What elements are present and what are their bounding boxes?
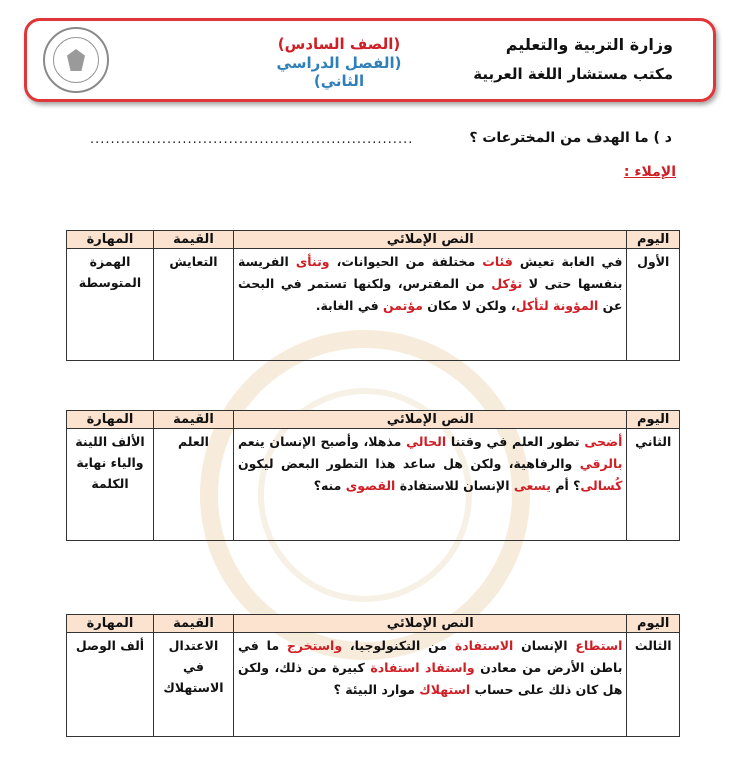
col-header-skill: المهارة	[67, 231, 154, 249]
text-segment: ما في باطن الأرض من معادن	[238, 638, 623, 675]
dictation-text	[234, 249, 627, 361]
highlighted-word: مؤتمن	[383, 298, 423, 313]
text-segment: ، ولكن لا مكان	[422, 298, 516, 313]
col-header-skill: المهارة	[67, 615, 154, 633]
dictation-text	[234, 633, 627, 737]
col-header-text: النص الإملائي	[234, 411, 627, 429]
grade-label: (الصف السادس)	[277, 35, 401, 53]
dictation-text	[234, 429, 627, 541]
text-segment: مختلفة من الحيوانات،	[329, 254, 483, 269]
col-header-day: اليوم	[627, 411, 680, 429]
day-cell: الثالث	[627, 633, 680, 737]
dictation-table-3	[66, 614, 680, 737]
text-segment: الإنسان	[513, 638, 576, 653]
col-header-text: النص الإملائي	[234, 615, 627, 633]
text-segment: موارد البيئة ؟	[333, 682, 420, 697]
term-label: (الفصل الدراسي الثاني)	[276, 54, 402, 90]
col-header-text: النص الإملائي	[234, 231, 627, 249]
highlighted-word: واستفاد استفادة	[370, 660, 475, 675]
text-segment: الإنسان للاستفادة	[395, 478, 514, 493]
highlighted-word: القصوى	[345, 478, 396, 493]
dictation-table-1	[66, 230, 680, 361]
value-cell: الاعتدال في الاستهلاك	[153, 633, 233, 737]
highlighted-word: الحالي	[406, 434, 447, 449]
col-header-day: اليوم	[627, 615, 680, 633]
dictation-table-2	[66, 410, 680, 541]
value-cell: التعايش	[153, 249, 233, 361]
col-header-day: اليوم	[627, 231, 680, 249]
header-box	[24, 18, 716, 102]
highlighted-word: أضحى	[584, 434, 623, 449]
text-segment: ؟ أم	[550, 478, 581, 493]
text-segment: منه؟	[313, 478, 346, 493]
ministry-name: وزارة التربية والتعليم	[505, 35, 673, 54]
highlighted-word: استطاع	[575, 638, 623, 653]
answer-line: ...............................................................	[90, 132, 414, 147]
highlighted-word: واستخرج	[286, 638, 343, 653]
skill-cell: الهمزة المتوسطة	[67, 249, 154, 361]
ministry-logo	[43, 27, 109, 93]
highlighted-word: يسعى	[513, 478, 551, 493]
text-segment: مذهلا، وأصبح الإنسان ينعم	[238, 434, 407, 449]
highlighted-word: فئات	[482, 254, 513, 269]
value-cell: العلم	[153, 429, 233, 541]
skill-cell: الألف اللينة والياء نهاية الكلمة	[67, 429, 154, 541]
col-header-value: القيمة	[153, 231, 233, 249]
text-segment: في الغابة.	[315, 298, 384, 313]
highlighted-word: المؤونة لتأكل	[515, 298, 599, 313]
highlighted-word: بالرقي	[579, 456, 623, 471]
text-segment: من المفترس، ولكنها تستمر في البحث عن	[238, 276, 623, 313]
highlighted-word: الاستفادة	[454, 638, 514, 653]
eagle-emblem-icon	[67, 49, 85, 71]
highlighted-word: استهلاك	[419, 682, 471, 697]
text-segment: من التكنولوجيا،	[342, 638, 455, 653]
office-name: مكتب مستشار اللغة العربية	[473, 65, 673, 83]
question-text: د ) ما الهدف من المخترعات ؟	[469, 130, 672, 146]
section-title: الإملاء :	[623, 164, 676, 180]
col-header-value: القيمة	[153, 615, 233, 633]
text-segment: تطور العلم في وقتنا	[446, 434, 585, 449]
highlighted-word: وتنأى	[295, 254, 330, 269]
col-header-skill: المهارة	[67, 411, 154, 429]
col-header-value: القيمة	[153, 411, 233, 429]
text-segment: الفريسة بنفسها حتى لا	[238, 254, 623, 291]
text-segment: في الغابة تعيش	[512, 254, 623, 269]
text-segment: كبيرة من ذلك، ولكن هل كان ذلك على حساب	[238, 660, 623, 697]
skill-cell: ألف الوصل	[67, 633, 154, 737]
text-segment: والرفاهية، ولكن هل ساعد هذا التطور البعض ليكون	[238, 456, 580, 471]
highlighted-word: تؤكل	[491, 276, 523, 291]
day-cell: الثاني	[627, 429, 680, 541]
highlighted-word: كُسالى	[580, 478, 623, 493]
logo-inner-ring	[53, 37, 99, 83]
day-cell: الأول	[627, 249, 680, 361]
